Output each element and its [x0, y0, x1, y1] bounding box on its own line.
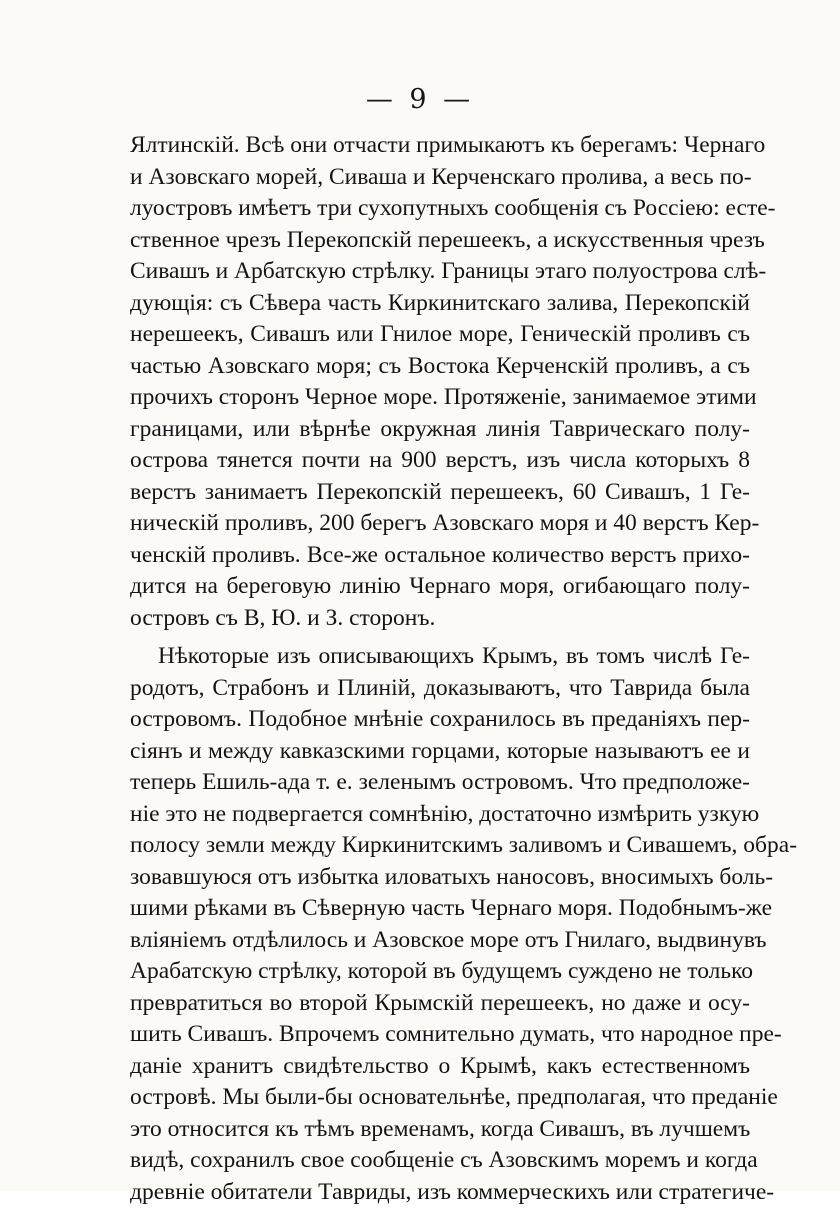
text-line: шить Сивашъ. Впрочемъ сомнительно думать, что народное пре- [130, 1019, 750, 1051]
text-line: и Азовскаго морей, Сиваша и Керченскаго пролива, а весь по- [130, 162, 750, 194]
text-line: видѣ, сохранилъ свое сообщеніе съ Азовскимъ моремъ и когда [130, 1145, 750, 1177]
text-line: нерешеекъ, Сивашъ или Гнилое море, Геническій проливъ съ [130, 319, 750, 351]
page-number: — 9 — [0, 84, 840, 115]
paragraph-2 [130, 641, 750, 1208]
text-line: островѣ. Мы были-бы основательнѣе, предполагая, что преданіе [130, 1082, 750, 1114]
text-line: ченскій проливъ. Все-же остальное количество верстъ прихо- [130, 540, 750, 572]
text-line: полосу земли между Киркинитскимъ заливомъ и Сивашемъ, обра- [130, 830, 750, 862]
text-line: ственное чрезъ Перекопскій перешеекъ, а искусственныя чрезъ [130, 225, 750, 257]
text-line: луостровъ имѣетъ три сухопутныхъ сообщенія съ Россiею: есте- [130, 193, 750, 225]
paragraph-1 [130, 130, 750, 634]
text-line: островъ съ В, Ю. и З. сторонъ. [130, 603, 750, 635]
text-line: дится на береговую линію Чернаго моря, огибающаго полу- [130, 571, 750, 603]
text-line: сіянъ и между кавказскими горцами, которые называютъ ее и [130, 736, 750, 768]
text-line: верстъ занимаетъ Перекопскій перешеекъ, 60 Сивашъ, 1 Ге- [130, 477, 750, 509]
text-line: шими рѣками въ Сѣверную часть Чернаго моря. Подобнымъ-же [130, 893, 750, 925]
text-line: дующія: съ Сѣвера часть Киркинитскаго залива, Перекопскій [130, 288, 750, 320]
text-line: Ялтинскій. Всѣ они отчасти примыкаютъ къ берегамъ: Чернаго [130, 130, 750, 162]
text-line: ническій проливъ, 200 берегъ Азовскаго моря и 40 верстъ Кер- [130, 508, 750, 540]
text-line: Сивашъ и Арбатскую стрѣлку. Границы этаго полуострова слѣ- [130, 256, 750, 288]
text-line: вліяніемъ отдѣлилось и Азовское море отъ Гнилаго, выдвинувъ [130, 925, 750, 957]
text-line: Нѣкоторые изъ описывающихъ Крымъ, въ томъ числѣ Ге- [130, 641, 750, 673]
paragraph-gap [130, 634, 750, 641]
text-line: теперь Ешиль-ада т. е. зеленымъ островомъ. Что предположе- [130, 767, 750, 799]
text-line: частью Азовскаго моря; съ Востока Керченскій проливъ, а съ [130, 351, 750, 383]
text-line: зовавшуюся отъ избытка иловатыхъ наносовъ, вносимыхъ боль- [130, 862, 750, 894]
text-line: это относится къ тѣмъ временамъ, когда Сивашъ, въ лучшемъ [130, 1114, 750, 1146]
text-line: даніе хранитъ свидѣтельство о Крымѣ, какъ естественномъ [130, 1051, 750, 1083]
body-text [130, 130, 750, 1208]
text-line: острова тянется почти на 900 верстъ, изъ числа которыхъ 8 [130, 445, 750, 477]
text-line: прочихъ сторонъ Черное море. Протяженіе, занимаемое этими [130, 382, 750, 414]
text-line: границами, или вѣрнѣе окружная линія Таврическаго полу- [130, 414, 750, 446]
text-line: Арабатскую стрѣлку, которой въ будущемъ суждено не только [130, 956, 750, 988]
text-line: родотъ, Страбонъ и Плиній, доказываютъ, что Таврида была [130, 673, 750, 705]
text-line: ніе это не подвергается сомнѣнію, достаточно измѣрить узкую [130, 799, 750, 831]
text-line: островомъ. Подобное мнѣніе сохранилось въ преданіяхъ пер- [130, 704, 750, 736]
text-line: превратиться во второй Крымскій перешеекъ, но даже и осу- [130, 988, 750, 1020]
text-line: древніе обитатели Тавриды, изъ коммерческихъ или стратегиче- [130, 1177, 750, 1208]
